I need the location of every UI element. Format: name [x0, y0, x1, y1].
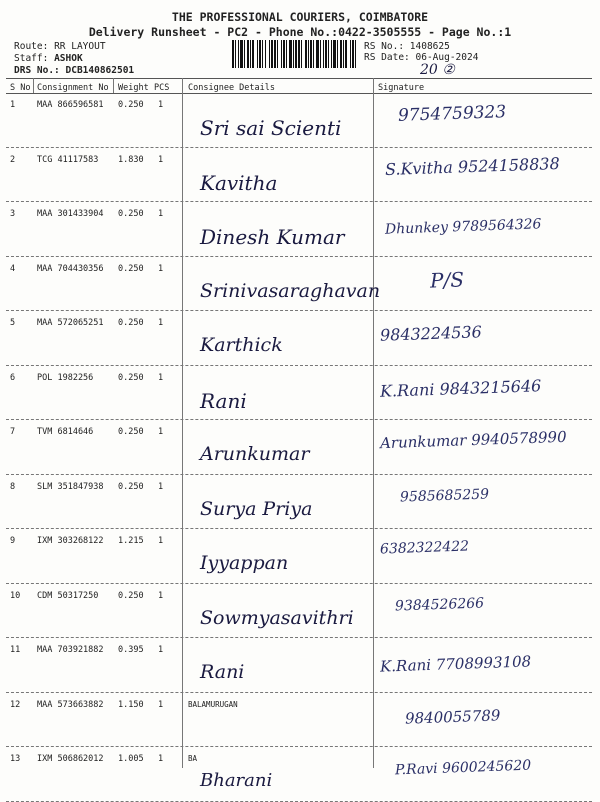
barcode-bar [325, 40, 327, 68]
route-label: Route: [14, 41, 49, 52]
barcode-bar [250, 40, 251, 68]
row-printed-name: BA [188, 754, 198, 763]
barcode-bar [265, 40, 266, 68]
barcode-bar [323, 40, 324, 68]
column-header-pcs: PCS [154, 83, 170, 93]
barcode-bar [350, 40, 351, 68]
table-header-rule [6, 93, 592, 94]
row-divider [6, 583, 592, 584]
row-consignment-no: POL 1982256 [37, 372, 94, 383]
row-pcs: 1 [158, 481, 164, 492]
row-divider [6, 419, 592, 420]
row-consignment-no: SLM 351847938 [37, 481, 104, 492]
row-divider [6, 147, 592, 148]
row-pcs: 1 [158, 154, 164, 165]
row-pcs: 1 [158, 699, 164, 710]
row-weight: 0.250 [118, 263, 144, 274]
row-weight: 0.250 [118, 590, 144, 601]
row-consignment-no: CDM 50317250 [37, 590, 99, 601]
barcode-bar [352, 40, 354, 68]
barcode-bar [286, 40, 287, 68]
row-sno: 6 [10, 372, 16, 383]
row-divider [6, 256, 592, 257]
row-sno: 9 [10, 536, 16, 546]
barcode-bar [316, 40, 319, 68]
barcode-bar [289, 40, 292, 68]
row-signature: Arunkumar 9940578990 [379, 427, 567, 453]
row-consignee-handwritten: Surya Priya [200, 497, 313, 520]
barcode-bar [293, 40, 294, 68]
row-divider [6, 801, 592, 802]
row-weight: 1.005 [118, 754, 144, 764]
column-header-consignment: Consignment No [37, 83, 109, 93]
row-pcs: 1 [158, 754, 164, 764]
barcode-bar [232, 40, 234, 68]
row-sno: 2 [10, 154, 16, 165]
barcode-bar [298, 40, 300, 68]
rs-no-line [364, 41, 450, 52]
barcode-bar [320, 40, 321, 68]
row-consignee-handwritten: Arunkumar [200, 443, 310, 465]
column-header-consignee: Consignee Details [188, 83, 275, 93]
row-divider [6, 528, 592, 529]
row-weight: 0.250 [118, 481, 144, 492]
table-top-rule [6, 78, 592, 79]
barcode-bar [244, 40, 245, 68]
row-signature: S.Kvitha 9524158838 [384, 153, 561, 179]
drs-line [14, 65, 134, 76]
row-consignment-no: MAA 866596581 [37, 100, 104, 110]
rs-date-label: RS Date: [364, 52, 410, 63]
row-divider [6, 365, 592, 366]
row-consignment-no: MAA 703921882 [37, 645, 104, 655]
rs-no-label: RS No.: [364, 41, 405, 52]
row-consignee-handwritten: Srinivasaraghavan [200, 279, 381, 302]
row-divider [6, 637, 592, 638]
row-weight: 0.250 [118, 209, 144, 219]
barcode-bar [283, 40, 285, 68]
row-consignment-no: IXM 506862012 [37, 754, 104, 764]
row-sno: 10 [10, 590, 21, 601]
row-consignee-handwritten: Sri sai Scienti [200, 116, 342, 140]
barcode-bar [310, 40, 312, 68]
row-signature: K.Rani 9843215646 [379, 375, 542, 401]
row-consignee-handwritten: Kavitha [200, 170, 278, 195]
barcode-bar [269, 40, 270, 68]
row-divider [6, 692, 592, 693]
row-consignment-no: MAA 572065251 [37, 318, 104, 328]
row-signature: K.Rani 7708993108 [379, 652, 532, 676]
row-consignment-no: MAA 301433904 [37, 209, 104, 219]
row-printed-name: BALAMURUGAN [188, 699, 238, 709]
barcode-bar [257, 40, 258, 68]
barcode-bar [301, 40, 302, 68]
row-weight: 0.250 [118, 318, 144, 328]
row-consignee-handwritten: Iyyappan [200, 552, 289, 574]
row-divider [6, 310, 592, 311]
row-sno: 3 [10, 209, 16, 219]
column-header-weight: Weight [118, 83, 149, 93]
row-divider [6, 474, 592, 475]
row-pcs: 1 [158, 645, 164, 655]
row-divider [6, 746, 592, 747]
row-signature: 6382322422 [379, 538, 470, 558]
row-pcs: 1 [158, 590, 164, 601]
handwritten-count: 20 ② [420, 62, 455, 78]
row-signature: P.Ravi 9600245620 [394, 757, 532, 779]
row-consignment-no: TVM 6814646 [37, 427, 94, 437]
row-sno: 13 [10, 754, 21, 764]
barcode-bar [247, 40, 249, 68]
row-weight: 0.250 [118, 372, 144, 383]
row-consignment-no: IXM 303268122 [37, 536, 104, 546]
column-header-sno: S No [10, 83, 31, 93]
barcode-bar [295, 40, 297, 68]
barcode-bar [308, 40, 309, 68]
row-weight: 1.150 [118, 699, 144, 710]
barcode-image [232, 40, 356, 68]
barcode-bar [355, 40, 356, 68]
drs-value: DCB140862501 [65, 65, 135, 76]
rs-no-value: 1408625 [409, 41, 450, 52]
row-weight: 1.830 [118, 154, 144, 165]
row-pcs: 1 [158, 100, 164, 110]
row-sno: 11 [10, 645, 21, 655]
row-consignee-handwritten: Rani [200, 388, 247, 413]
barcode-bar [305, 40, 307, 68]
barcode-bar [271, 40, 273, 68]
row-signature: 9384526266 [394, 594, 485, 615]
column-divider [182, 78, 183, 768]
row-weight: 0.250 [118, 427, 144, 437]
row-consignment-no: TCG 41117583 [37, 154, 99, 165]
row-consignee-handwritten: Sowmyasavithri [200, 606, 354, 629]
barcode-bar [277, 40, 278, 68]
barcode-bar [328, 40, 329, 68]
row-signature: 9754759323 [397, 102, 507, 126]
column-divider [113, 78, 114, 93]
row-consignee-handwritten: Rani [200, 661, 245, 683]
row-signature: 9840055789 [404, 705, 501, 728]
staff-line [14, 53, 83, 64]
row-weight: 1.215 [118, 536, 144, 546]
barcode-bar [313, 40, 314, 68]
barcode-bar [240, 40, 243, 68]
row-pcs: 1 [158, 263, 164, 274]
barcode-bar [333, 40, 336, 68]
barcode-bar [252, 40, 254, 68]
row-consignee-handwritten: Karthick [200, 334, 283, 356]
barcode-bar [262, 40, 263, 68]
row-signature: P/S [429, 266, 465, 293]
row-pcs: 1 [158, 318, 164, 328]
route-line [14, 41, 106, 52]
row-signature: 9585685259 [399, 485, 490, 506]
column-header-signature: Signature [378, 83, 425, 93]
row-pcs: 1 [158, 536, 164, 546]
barcode-bar [259, 40, 261, 68]
row-consignment-no: MAA 573663882 [37, 699, 104, 710]
row-consignment-no: MAA 704430356 [37, 263, 104, 274]
drs-label: DRS No.: [14, 65, 60, 76]
row-signature: 9843224536 [379, 322, 483, 345]
company-title: THE PROFESSIONAL COURIERS, COIMBATORE [171, 10, 429, 24]
staff-label: Staff: [14, 53, 49, 64]
barcode-bar [281, 40, 282, 68]
barcode-bar [331, 40, 332, 68]
row-sno: 7 [10, 427, 16, 437]
row-pcs: 1 [158, 209, 164, 219]
barcode-bar [235, 40, 236, 68]
runsheet-subtitle: Delivery Runsheet - PC2 - Phone No.:0422-3505555 - Page No.:1 [88, 25, 512, 39]
row-sno: 8 [10, 481, 16, 492]
barcode-bar [337, 40, 338, 68]
staff-value: ASHOK [54, 53, 83, 64]
row-pcs: 1 [158, 427, 164, 437]
row-sno: 12 [10, 699, 21, 710]
row-consignee-handwritten: Bharani [200, 770, 273, 791]
row-sno: 1 [10, 100, 16, 110]
route-value: RR LAYOUT [54, 41, 106, 52]
row-consignee-handwritten: Dinesh Kumar [200, 225, 345, 249]
barcode-bar [274, 40, 276, 68]
barcode-bar [345, 40, 347, 68]
column-divider [33, 78, 34, 93]
row-signature: Dhunkey 9789564326 [384, 216, 542, 238]
column-divider [373, 78, 374, 768]
row-sno: 4 [10, 263, 16, 274]
row-sno: 5 [10, 318, 16, 328]
row-weight: 0.250 [118, 100, 144, 110]
row-weight: 0.395 [118, 645, 144, 655]
barcode-bar [343, 40, 344, 68]
row-divider [6, 201, 592, 202]
barcode-bar [238, 40, 239, 68]
row-pcs: 1 [158, 372, 164, 383]
barcode-bar [340, 40, 342, 68]
rs-date-value: 06-Aug-2024 [415, 52, 479, 63]
